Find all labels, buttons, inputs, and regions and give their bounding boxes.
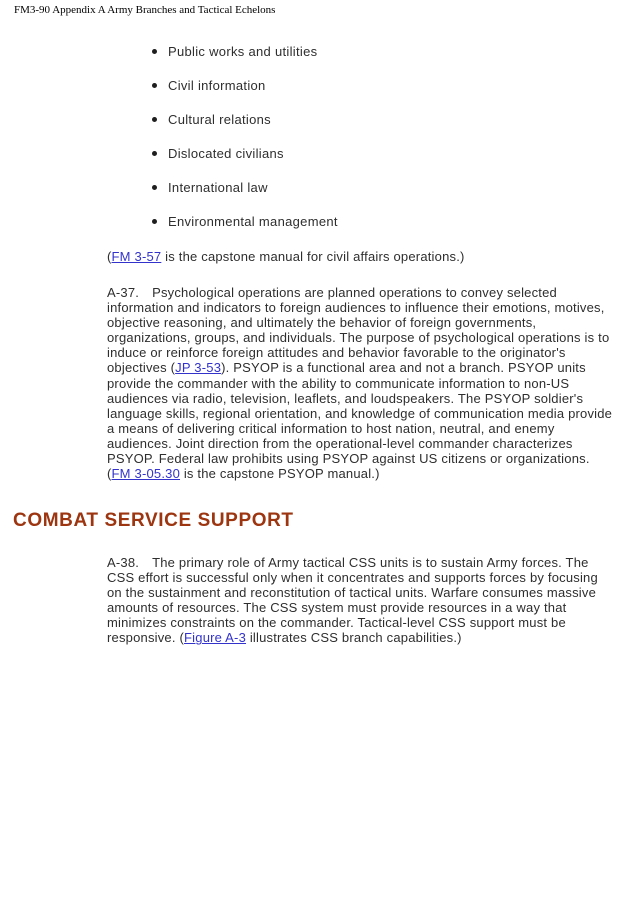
paragraph-number: A-37.	[107, 285, 140, 300]
bullet-icon	[152, 151, 157, 156]
list-item	[152, 147, 338, 160]
bullet-icon	[152, 117, 157, 122]
page-header: FM3-90 Appendix A Army Branches and Tactical Echelons	[14, 4, 276, 16]
figure-a-3-link[interactable]: Figure A-3	[184, 630, 247, 646]
list-item	[152, 79, 338, 92]
list-item-label: International law	[168, 180, 268, 195]
fm-3-57-link[interactable]: FM 3-57	[111, 249, 162, 264]
list-item-label: Public works and utilities	[168, 44, 318, 59]
list-item	[152, 181, 338, 194]
list-item-label: Civil information	[168, 78, 266, 93]
paragraph-a-37	[107, 285, 615, 481]
paragraph-text: is the capstone PSYOP manual.)	[180, 466, 380, 482]
fm-3-05-30-link[interactable]: FM 3-05.30	[111, 466, 181, 482]
section-heading-combat-service-support: COMBAT SERVICE SUPPORT	[13, 510, 294, 531]
bullet-icon	[152, 219, 157, 224]
paragraph-text: The primary role of Army tactical CSS units is to sustain Army forces. The CSS effort is successful only when it concentrates and supports forces by focusing on the sustainment and reconstitution of tactical units. Warfare consumes massive amounts of resources. The CSS system must provide resources in a way that minimizes constraints on the commander. Tactical-level CSS support must be responsive. (	[107, 555, 598, 646]
paragraph-text: illustrates CSS branch capabilities.)	[246, 630, 462, 646]
list-item	[152, 45, 338, 58]
note-text: is the capstone manual for civil affairs operations.)	[161, 249, 465, 264]
note-open-paren: (	[107, 249, 112, 264]
list-item-label: Cultural relations	[168, 112, 271, 127]
civil-affairs-bullet-list	[152, 45, 338, 249]
list-item	[152, 113, 338, 126]
bullet-icon	[152, 49, 157, 54]
paragraph-text: Psychological operations are planned operations to convey selected information and indicators to foreign audiences to influence their emotions, motives, objective reasoning, and ultimately the behavior of foreign governments, organizations, groups, and individuals. The purpose of psychological operations is to induce or reinforce foreign attitudes and behavior favorable to the originator's objectives (	[107, 285, 610, 376]
list-item-label: Dislocated civilians	[168, 146, 284, 161]
list-item-label: Environmental management	[168, 214, 338, 229]
bullet-icon	[152, 185, 157, 190]
paragraph-text: ). PSYOP is a functional area and not a branch. PSYOP units provide the commander with the ability to communicate information to non-US audiences via radio, television, leaflets, and loudspeakers. The PSYOP soldier's language skills, regional orientation, and knowledge of communication media provide a means of delivering critical information to host nation, neutral, and enemy audiences. Joint direction from the operational-level commander characterizes PSYOP. Federal law prohibits using PSYOP against US citizens or organizations. (	[107, 360, 613, 482]
paragraph-number: A-38.	[107, 555, 140, 570]
jp-3-53-link[interactable]: JP 3-53	[175, 360, 222, 376]
fm-3-57-note	[107, 249, 615, 264]
paragraph-a-38	[107, 555, 615, 646]
list-item	[152, 215, 338, 228]
bullet-icon	[152, 83, 157, 88]
